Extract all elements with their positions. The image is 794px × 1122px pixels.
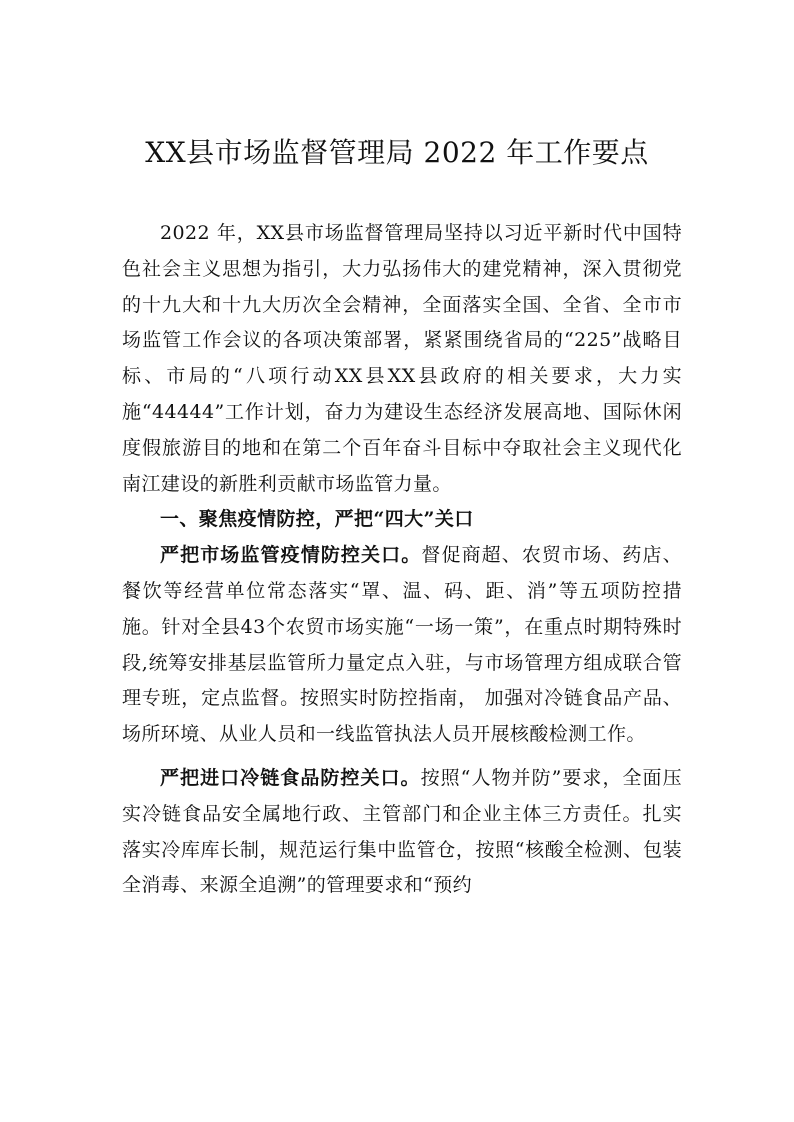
document-title: XX县市场监督管理局 2022 年工作要点	[145, 136, 649, 169]
item-lead-1: 严把市场监管疫情防控关口。	[160, 544, 422, 567]
section-heading-1: 一、聚焦疫情防控，严把“四大”关口	[160, 508, 474, 531]
document-body	[122, 216, 682, 904]
item-text-1: 督促商超、农贸市场、药店、餐饮等经营单位常态落实“罩、温、码、距、消”等五项防控措施。针对全县43个农贸市场实施“一场一策”，在重点时期特殊时段,统筹安排基层监管所力量定点入驻，与市场管理方组成联合管理专班，定点监督。按照实时防控指南， 加强对冷链食品产品、场所环境、从业人员和一线监管执法人员开展核酸检测工作。	[122, 544, 683, 746]
item-lead-2: 严把进口冷链食品防控关口。	[160, 766, 421, 789]
item-paragraph-2	[122, 761, 682, 904]
item-text-2: 按照“人物并防”要求，全面压实冷链食品安全属地行政、主管部门和企业主体三方责任。扎实落实冷库库长制，规范运行集中监管仓，按照“核酸全检测、包装全消毒、来源全追溯”的管理要求和“预约	[122, 766, 683, 897]
intro-paragraph: 2022 年，XX县市场监督管理局坚持以习近平新时代中国特色社会主义思想为指引，大力弘扬伟大的建党精神，深入贯彻党的十九大和十九大历次全会精神，全面落实全国、全省、全市市场监管工作会议的各项决策部署，紧紧围绕省局的“225”战略目标、市局的“八项行动XX县XX县政府的相关要求，大力实施“44444”工作计划，奋力为建设生态经济发展高地、国际休闲度假旅游目的地和在第二个百年奋斗目标中夺取社会主义现代化南江建设的新胜利贡献市场监管力量。	[122, 222, 682, 495]
item-paragraph-1	[122, 538, 682, 753]
